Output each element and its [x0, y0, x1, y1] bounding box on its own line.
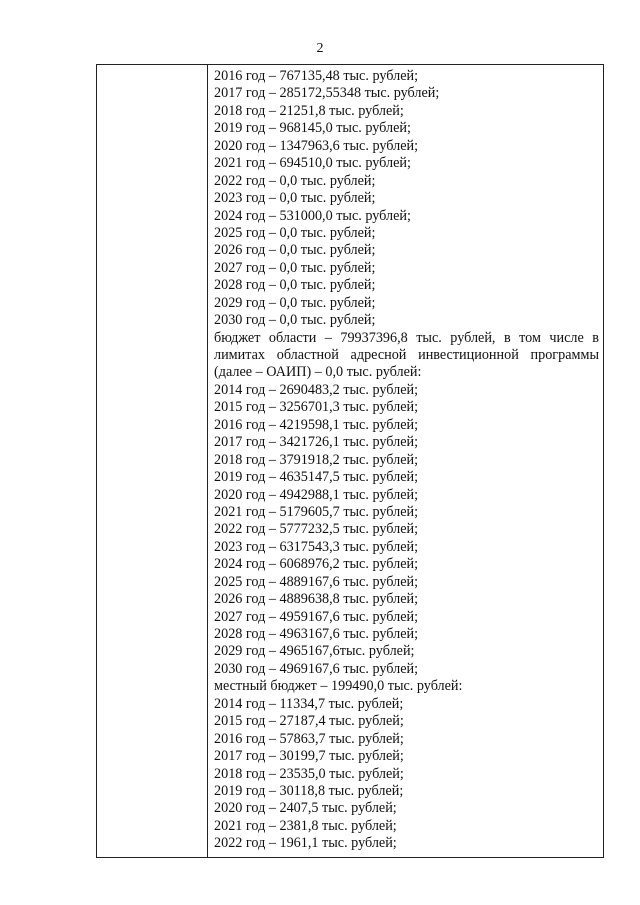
- list-item: 2027 год – 0,0 тыс. рублей;: [214, 259, 376, 276]
- list-item: 2025 год – 0,0 тыс. рублей;: [214, 224, 376, 241]
- list-item: 2020 год – 2407,5 тыс. рублей;: [214, 800, 397, 817]
- list-item: 2026 год – 0,0 тыс. рублей;: [214, 242, 376, 259]
- list-item: 2020 год – 1347963,6 тыс. рублей;: [214, 137, 419, 154]
- list-item: 2025 год – 4889167,6 тыс. рублей;: [214, 573, 419, 590]
- list-item: 2028 год – 0,0 тыс. рублей;: [214, 277, 376, 294]
- table-right-cell: [208, 65, 603, 857]
- list-item: 2030 год – 0,0 тыс. рублей;: [214, 312, 376, 329]
- list-item: 2017 год – 285172,55348 тыс. рублей;: [214, 85, 440, 102]
- list-item: 2022 год – 5777232,5 тыс. рублей;: [214, 521, 419, 538]
- list-item: 2022 год – 0,0 тыс. рублей;: [214, 172, 376, 189]
- list-item: 2021 год – 694510,0 тыс. рублей;: [214, 155, 411, 172]
- list-item: 2028 год – 4963167,6 тыс. рублей;: [214, 626, 419, 643]
- oblast-budget-intro: бюджет области – 79937396,8 тыс. рублей, в том числе в лимитах областной адресной инвестиционной программы (далее – ОАИП) – 0,0 тыс. рублей:: [214, 329, 599, 381]
- list-item: 2022 год – 1961,1 тыс. рублей;: [214, 835, 397, 852]
- oblast-years-list: [214, 382, 599, 678]
- list-item: 2021 год – 5179605,7 тыс. рублей;: [214, 503, 419, 520]
- list-item: 2019 год – 30118,8 тыс. рублей;: [214, 782, 404, 799]
- table-left-cell: [97, 65, 208, 857]
- list-item: 2024 год – 6068976,2 тыс. рублей;: [214, 556, 419, 573]
- list-item: 2015 год – 27187,4 тыс. рублей;: [214, 713, 404, 730]
- page-number: 2: [316, 41, 324, 56]
- list-item: 2017 год – 30199,7 тыс. рублей;: [214, 748, 404, 765]
- list-item: 2029 год – 0,0 тыс. рублей;: [214, 294, 376, 311]
- list-item: 2018 год – 3791918,2 тыс. рублей;: [214, 451, 419, 468]
- list-item: 2030 год – 4969167,6 тыс. рублей;: [214, 660, 419, 677]
- list-item: 2015 год – 3256701,3 тыс. рублей;: [214, 399, 419, 416]
- list-item: 2027 год – 4959167,6 тыс. рублей;: [214, 608, 419, 625]
- list-item: 2021 год – 2381,8 тыс. рублей;: [214, 817, 397, 834]
- list-item: 2014 год – 11334,7 тыс. рублей;: [214, 695, 404, 712]
- list-item: 2024 год – 531000,0 тыс. рублей;: [214, 207, 411, 224]
- list-item: 2020 год – 4942988,1 тыс. рублей;: [214, 486, 419, 503]
- local-years-list: [214, 696, 599, 853]
- list-item: 2018 год – 23535,0 тыс. рублей;: [214, 765, 404, 782]
- list-item: 2019 год – 968145,0 тыс. рублей;: [214, 120, 411, 137]
- list-item: 2023 год – 6317543,3 тыс. рублей;: [214, 538, 419, 555]
- list-item: 2018 год – 21251,8 тыс. рублей;: [214, 102, 404, 119]
- list-item: 2016 год – 4219598,1 тыс. рублей;: [214, 416, 419, 433]
- list-item: 2026 год – 4889638,8 тыс. рублей;: [214, 591, 419, 608]
- list-item: 2014 год – 2690483,2 тыс. рублей;: [214, 381, 419, 398]
- federal-years-list: [214, 68, 599, 330]
- list-item: 2029 год – 4965167,6тыс. рублей;: [214, 643, 415, 660]
- list-item: 2019 год – 4635147,5 тыс. рублей;: [214, 469, 419, 486]
- list-item: 2023 год – 0,0 тыс. рублей;: [214, 190, 376, 207]
- list-item: 2017 год – 3421726,1 тыс. рублей;: [214, 434, 419, 451]
- document-table: [96, 64, 604, 858]
- list-item: 2016 год – 57863,7 тыс. рублей;: [214, 730, 404, 747]
- local-budget-intro: местный бюджет – 199490,0 тыс. рублей:: [214, 678, 463, 695]
- list-item: 2016 год – 767135,48 тыс. рублей;: [214, 68, 419, 84]
